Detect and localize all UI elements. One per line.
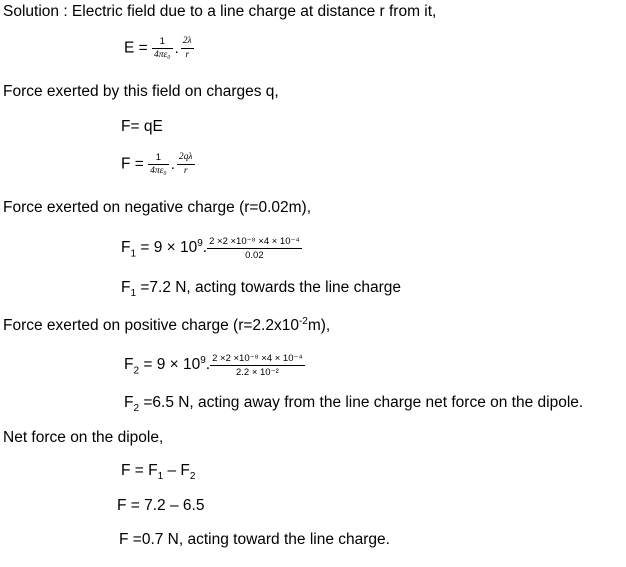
f1-result-base: F [121, 279, 131, 296]
f1-result-sub: 1 [130, 288, 137, 300]
eq1-frac1-denominator: 4πε₀ [154, 50, 171, 60]
intro-text: Solution : Electric field due to a line charge at distance r from it, [3, 3, 437, 20]
eq6-sub-a: 1 [157, 471, 164, 483]
eq5-exponent: 9 [200, 355, 206, 366]
f2-result-text: =6.5 N, acting away from the line charge net force on the dipole. [139, 394, 584, 411]
eq3-frac1-denominator: 4πε₀ [150, 166, 167, 176]
equation-force-expanded [121, 152, 195, 177]
pos-intro-before: Force exerted on positive charge (r=2.2x10 [3, 317, 299, 335]
eq5-numerator: 2 ×2 ×10⁻⁸ ×4 × 10⁻⁴ [212, 352, 303, 364]
eq4-lhs-sub: 1 [130, 248, 137, 260]
eq5-lhs-base: F [124, 356, 134, 374]
eq5-denominator: 2.2 × 10⁻² [235, 366, 279, 378]
eq4-fraction [207, 236, 302, 261]
eq4-denominator: 0.02 [245, 249, 264, 261]
eq1-dot: . [174, 39, 179, 57]
eq4-dot: . [202, 239, 208, 257]
pos-intro-exponent: -2 [298, 316, 308, 327]
f2-result [124, 394, 583, 418]
eq4-constant: = 9 × 10 [140, 239, 198, 257]
force-intro-text: Force exerted by this field on charges q, [3, 83, 279, 100]
f2-result-sub: 2 [133, 403, 140, 415]
eq1-fraction-lambda [181, 36, 194, 61]
equation-f1 [121, 235, 302, 263]
eq5-dot: . [205, 356, 211, 374]
eq5-fraction [210, 353, 305, 378]
eq5-lhs-sub: 2 [133, 365, 140, 377]
eq4-exponent: 9 [197, 238, 203, 249]
eq6-part-b: – F [163, 462, 190, 479]
eq4-lhs-base: F [121, 239, 131, 257]
eq4-numerator: 2 ×2 ×10⁻⁸ ×4 × 10⁻⁴ [209, 235, 300, 247]
net-force-intro: Net force on the dipole, [3, 429, 164, 446]
eq6-sub-b: 2 [189, 471, 196, 483]
equation-net-force [121, 462, 195, 486]
negative-charge-intro: Force exerted on negative charge (r=0.02m), [3, 199, 312, 216]
eq3-dot: . [170, 155, 175, 173]
eq1-frac2-denominator: r [185, 50, 190, 60]
eq3-frac1-numerator: 1 [148, 152, 169, 165]
eq1-frac1-numerator: 1 [152, 36, 173, 49]
equation-net-values: F = 7.2 – 6.5 [117, 497, 205, 514]
equation-f2 [124, 352, 305, 380]
f2-result-base: F [124, 394, 134, 411]
f1-result-text: =7.2 N, acting towards the line charge [136, 279, 401, 296]
eq3-frac2-numerator: 2qλ [177, 152, 195, 165]
eq1-frac2-numerator: 2λ [181, 36, 194, 49]
eq3-lhs: F = [121, 155, 144, 173]
eq3-fraction-constant [148, 152, 169, 177]
eq6-part-a: F = F [121, 462, 158, 479]
eq1-lhs: E = [124, 39, 148, 57]
f1-result [121, 279, 401, 303]
positive-charge-intro [3, 313, 330, 335]
equation-force-qe: F= qE [121, 118, 163, 135]
eq3-fraction-charge [177, 152, 195, 177]
eq3-frac2-denominator: r [183, 166, 188, 176]
pos-intro-after: m), [307, 317, 331, 335]
equation-electric-field [124, 36, 194, 61]
final-result: F =0.7 N, acting toward the line charge. [119, 531, 390, 548]
eq5-constant: = 9 × 10 [143, 356, 201, 374]
eq1-fraction-constant [152, 36, 173, 61]
